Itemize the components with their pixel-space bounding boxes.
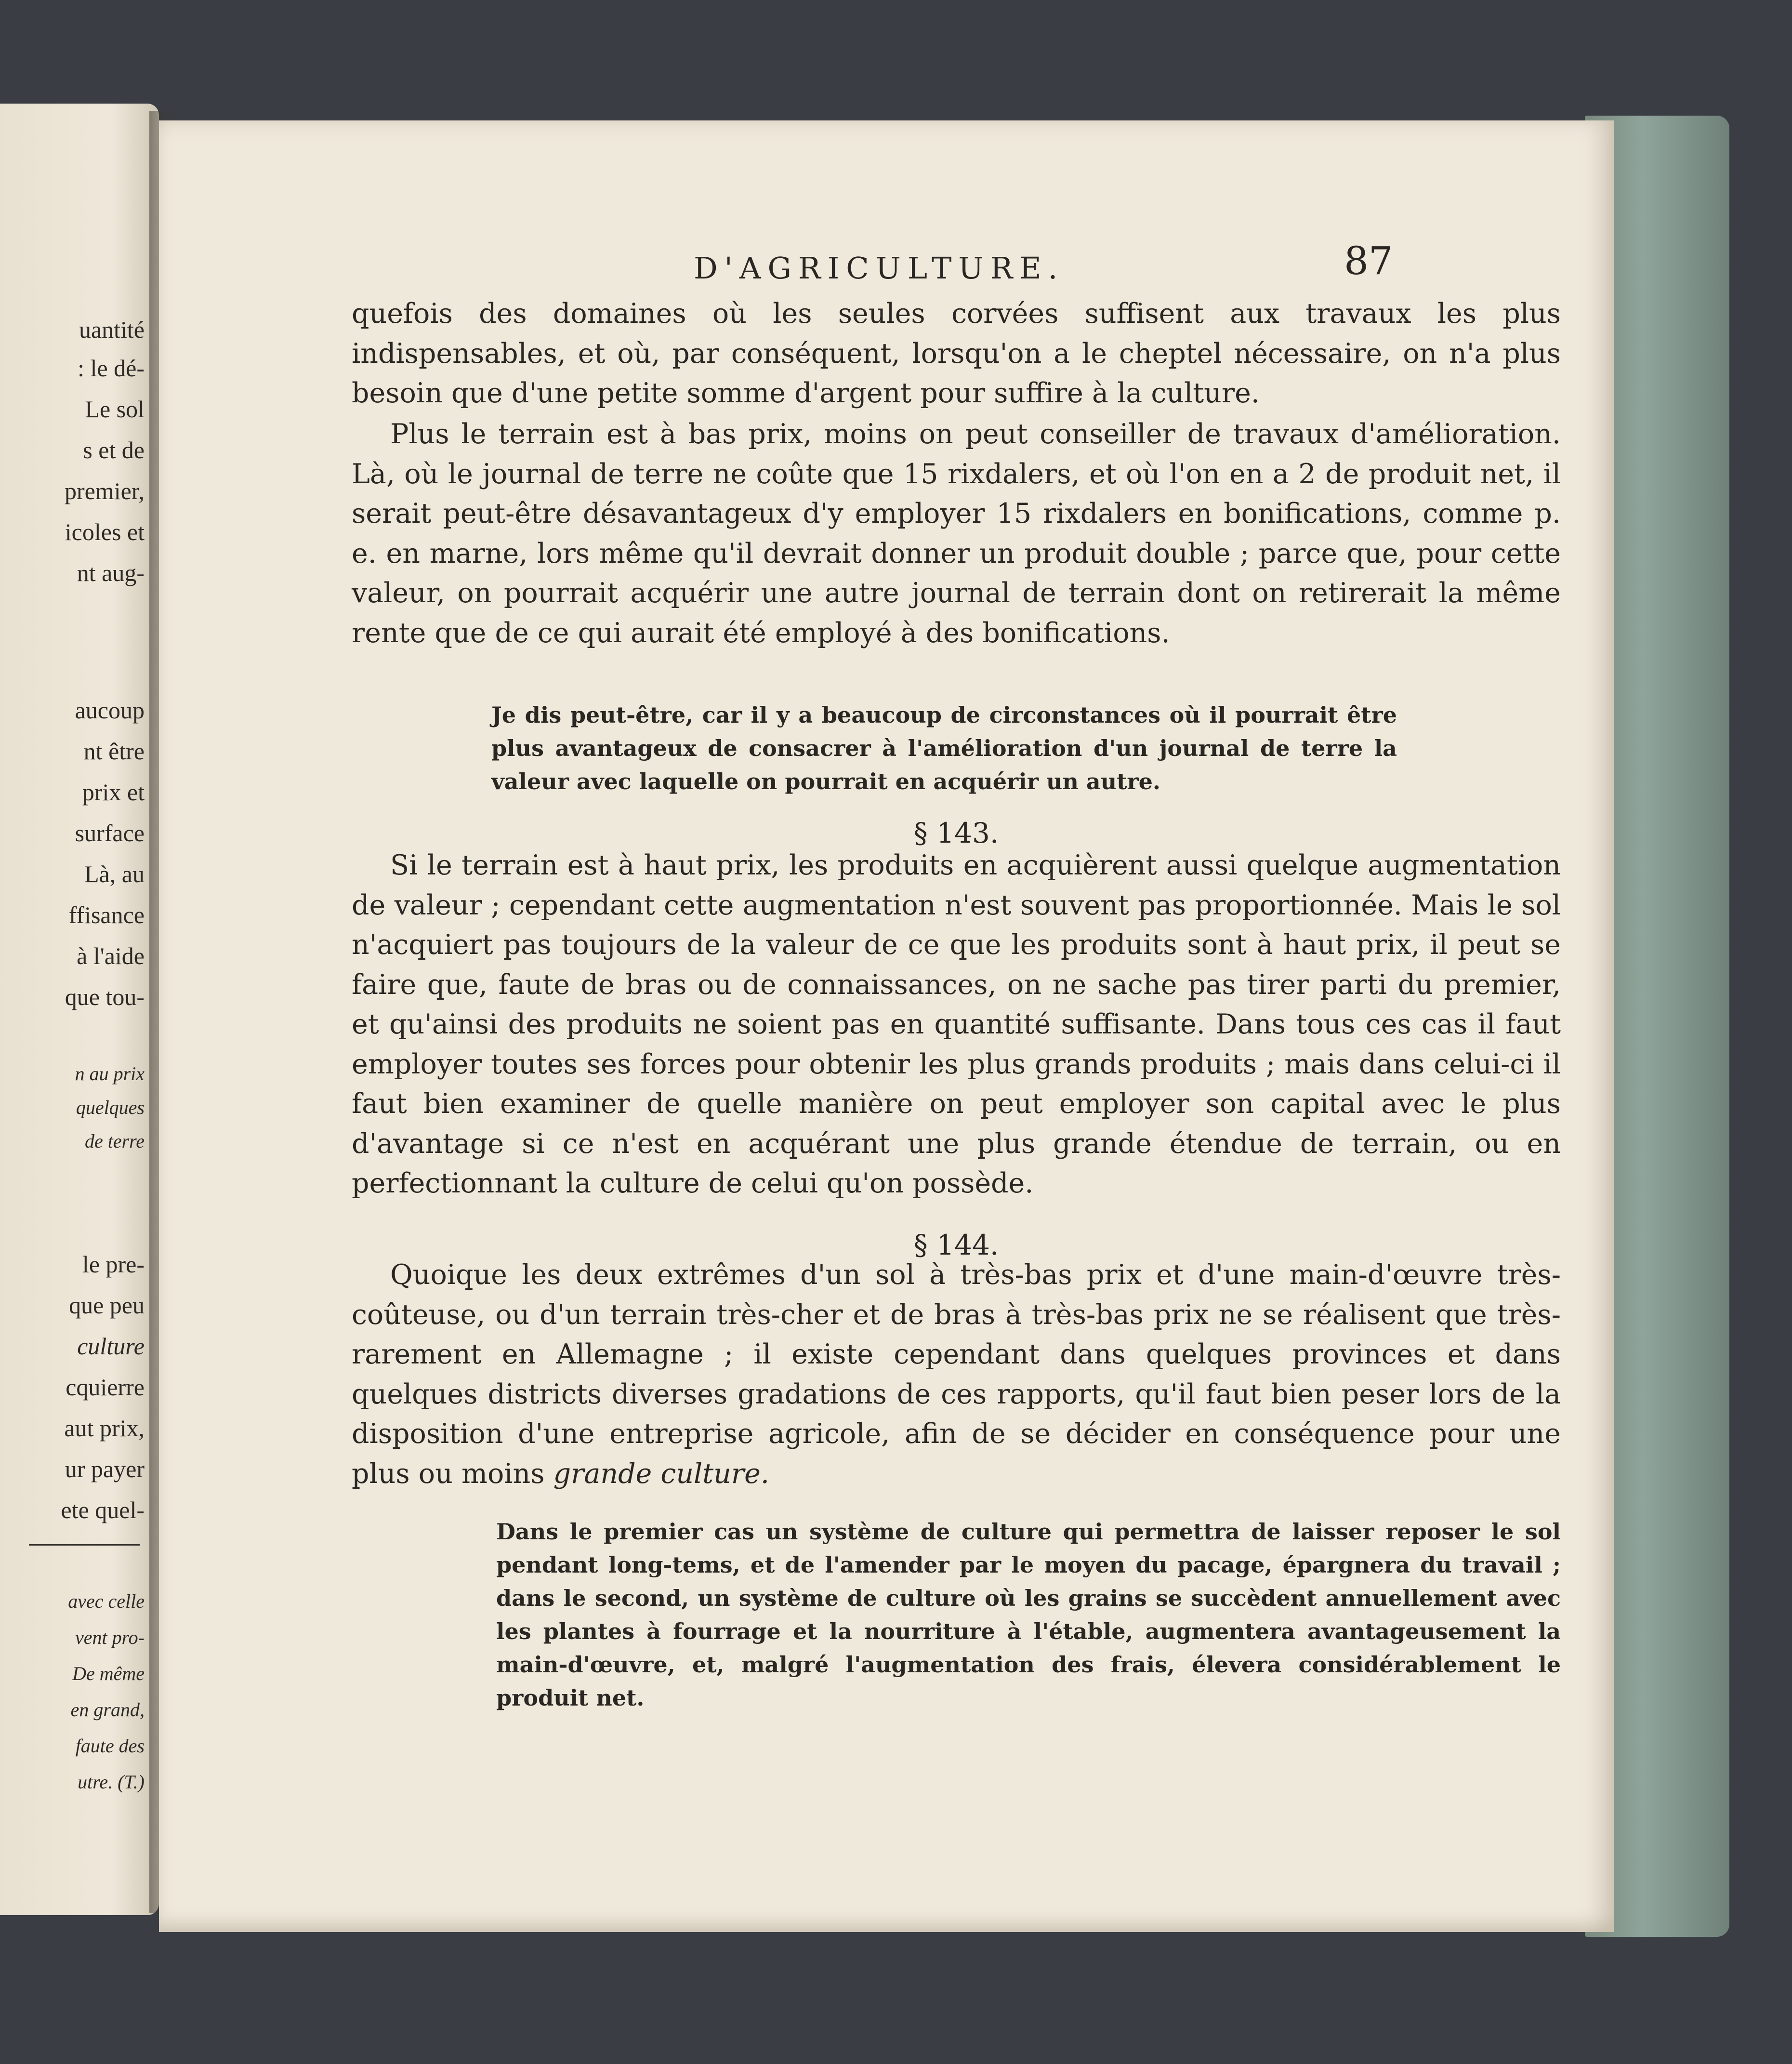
footnote-systeme-de-culture: Dans le premier cas un système de culture qui permettra de laisser reposer le sol pendant long-tems, et de l'amender par le moyen du pacage, épargnera du travail ; dans le second, un système de culture où les grains se succèdent annuellement avec les plantes à fourrage et la nourriture à l'étable, augmentera avantageusement la main-d'œuvre, et, malgré l'augmentation des frais, élevera considérablement le produit net. <box>496 1519 1561 1711</box>
left-page-note-line: avec celle <box>68 1590 145 1612</box>
left-page-line: surface <box>75 820 145 847</box>
left-page-line: le pre- <box>82 1251 145 1278</box>
paragraph-continuation: quefois des domaines où les seules corvées suffisent aux travaux les plus indispensables, et où, par conséquent, lorsqu'on a le cheptel nécessaire, on n'a plus besoin que d'une petite somme d'argent pour suffire à la culture. <box>352 298 1561 409</box>
paragraph-low-land-price: Plus le terrain est à bas prix, moins on peut conseiller de travaux d'amélioration. Là, où le journal de terre ne coûte que 15 rixdalers, et où l'on en a 2 de produit net, il serait peut-être désavantageux d'y employer 15 rixdalers en bonifications, comme p. e. en marne, lors même qu'il devrait donner un produit double ; parce que, pour cette valeur, on pourrait acquérir une autre journal de terrain dont on retirerait la même rente que de ce qui aurait été employé à des bonifications. <box>352 418 1561 649</box>
left-page-line: cquierre <box>66 1374 145 1401</box>
left-page-note-line: de terre <box>84 1130 145 1152</box>
left-page-line: aucoup <box>75 697 145 724</box>
left-page-note-line: quelques <box>76 1097 145 1118</box>
left-page-line: que tou- <box>65 983 145 1010</box>
paragraph-section-143: Si le terrain est à haut prix, les produits en acquièrent aussi quelque augmentation de valeur ; cependant cette augmentation n'est souvent pas proportionnée. Mais le sol n'acquiert pas toujours de la valeur de ce que les produits sont à haut prix, il peut se faire que, faute de bras ou de connaissances, on ne sache pas tirer parti du premier, et qu'ainsi des produits ne soient pas en quantité suffisante. Dans tous ces cas il faut employer toutes ses forces pour obtenir les plus grands produits ; mais dans celui-ci il faut bien examiner de quelle manière on peut employer son capital avec le plus d'avantage si ce n'est en acquérant une plus grande étendue de terrain, ou en perfectionnant la culture de celui qu'on possède. <box>352 849 1561 1199</box>
left-page-line: icoles et <box>65 518 145 545</box>
left-page-note-line: vent pro- <box>75 1627 145 1648</box>
left-page-note-line: en grand, <box>70 1699 145 1720</box>
left-page-note-line: utre. (T.) <box>78 1771 145 1793</box>
left-page-line: ete quel- <box>61 1496 145 1523</box>
paragraph-section-144-text: Quoique les deux extrêmes d'un sol à très-bas prix et d'une main-d'œuvre très-coûteuse, ou d'un terrain très-cher et de bras à très-bas prix ne se réalisent que très-rarement en Allemagne ; il existe cependant dans quelques provinces et dans quelques districts diverses gradations de ces rapports, qu'il faut bien peser lors de la disposition d'une entreprise agricole, afin de se décider en conséquence pour une plus ou moins <box>352 1259 1561 1490</box>
left-page-line: ffisance <box>68 901 145 928</box>
left-page-line: Là, au <box>84 860 145 887</box>
left-page-line: uantité <box>79 316 145 343</box>
paragraph-section-144 <box>352 1255 1561 1494</box>
right-page <box>159 120 1614 1932</box>
emphasis-grande-culture: grande culture. <box>553 1457 769 1490</box>
left-page-line: nt aug- <box>77 559 145 586</box>
section-143-heading: § 143. <box>913 817 999 849</box>
left-page-line: Le sol <box>85 396 145 423</box>
left-page-line: prix et <box>82 779 145 806</box>
page-number: 87 <box>1344 238 1393 283</box>
left-page-line: que peu <box>69 1292 145 1319</box>
left-page-line: nt être <box>83 738 145 765</box>
section-144-heading: § 144. <box>913 1229 999 1261</box>
left-page-line: aut prix, <box>64 1415 145 1442</box>
left-page-line: s et de <box>83 437 145 463</box>
left-page-line: à l'aide <box>77 942 145 969</box>
left-page-line: : le dé- <box>78 355 145 382</box>
left-page-line: culture <box>77 1333 145 1360</box>
left-page <box>0 104 159 1915</box>
left-page-note-line: De même <box>72 1663 145 1684</box>
left-page-footnote-rule <box>29 1544 140 1546</box>
left-page-line: premier, <box>65 477 145 504</box>
running-title: D'AGRICULTURE. <box>694 251 1065 286</box>
left-page-note-line: n au prix <box>75 1063 145 1085</box>
left-page-line: ur payer <box>65 1455 145 1482</box>
left-page-note-line: faute des <box>75 1735 145 1757</box>
footnote-peut-etre: Je dis peut-être, car il y a beaucoup de circonstances où il pourrait être plus avantageux de consacrer à l'amélioration d'un journal de terre la valeur avec laquelle on pourrait en acquérir un autre. <box>491 702 1397 794</box>
